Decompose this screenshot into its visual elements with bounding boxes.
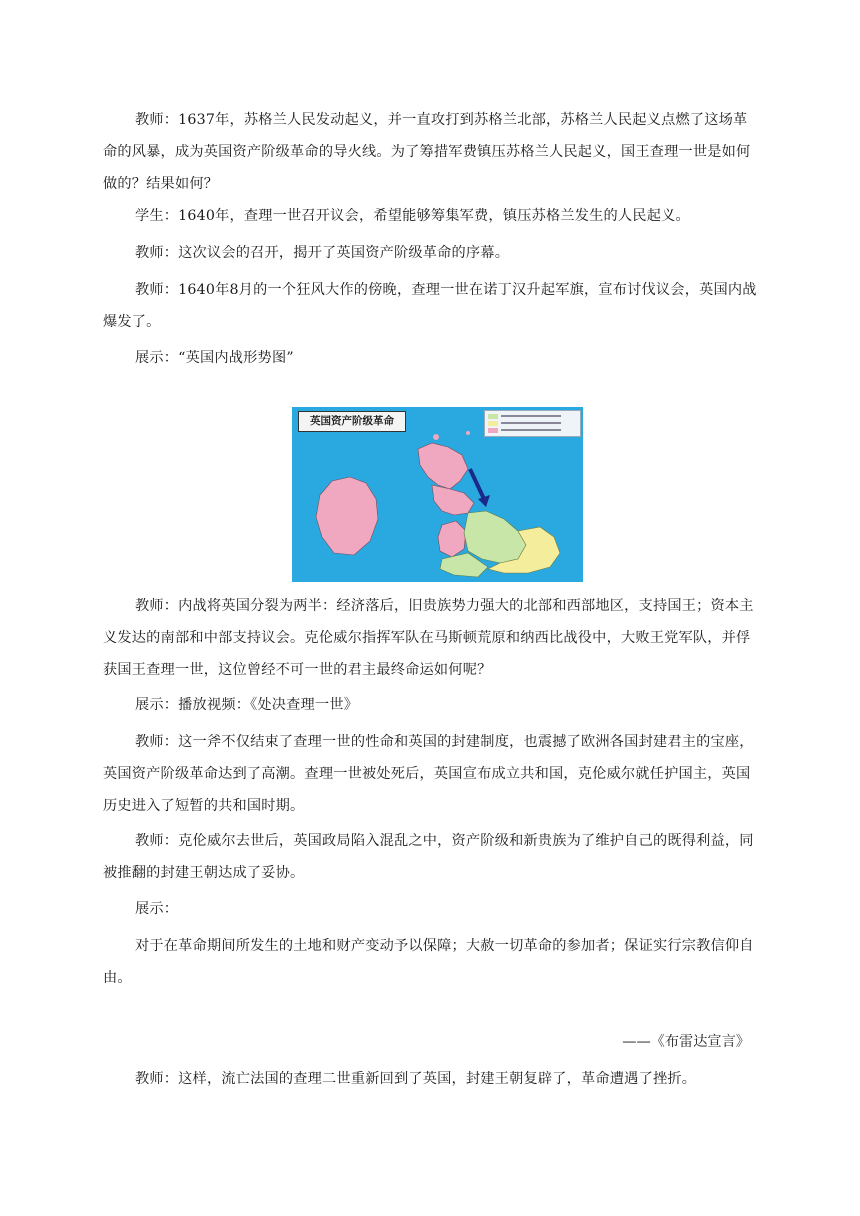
paragraph-1: 教师：1637年，苏格兰人民发动起义，并一直攻打到苏格兰北部，苏格兰人民起义点燃了这场革命的风暴，成为英国资产阶级革命的导火线。为了筹措军费镇压苏格兰人民起义，国王查理一世是如何做的？结果如何？ (103, 112, 751, 192)
legend-swatches (485, 411, 580, 436)
paragraph-3: 教师：这次议会的召开，揭开了英国资产阶级革命的序幕。 (135, 245, 510, 261)
paragraph-9: 教师：克伦威尔去世后，英国政局陷入混乱之中，资产阶级和新贵族为了维护自己的既得利益，同被推翻的封建王朝达成了妥协。 (103, 833, 754, 881)
paragraph-7: 展示：播放视频：《处决查理一世》 (135, 697, 359, 713)
paragraph-8: 教师：这一斧不仅结束了查理一世的性命和英国的封建制度，也震撼了欧洲各国封建君主的宝座，英国资产阶级革命达到了高潮。查理一世被处死后，英国宣布成立共和国，克伦威尔就任护国主，英国历史进入了短暂的共和国时期。 (103, 734, 754, 814)
paragraph-6: 教师：内战将英国分裂为两半：经济落后，旧贵族势力强大的北部和西部地区，支持国王；资本主义发达的南部和中部支持议会。克伦威尔指挥军队在马斯顿荒原和纳西比战役中，大败王党军队，并俘获国王查理一世，这位曾经不可一世的君主最终命运如何呢？ (103, 598, 754, 678)
map-legend (484, 410, 581, 437)
quote-source: ——《布雷达宣言》 (622, 1034, 750, 1050)
paragraph-4: 教师：1640年8月的一个狂风大作的傍晚，查理一世在诺丁汉升起军旗，宣布讨伐议会，英国内战爆发了。 (103, 282, 757, 330)
paragraph-5: 展示：“英国内战形势图” (135, 350, 294, 366)
paragraph-2: 学生：1640年，查理一世召开议会，希望能够筹集军费，镇压苏格兰发生的人民起义。 (135, 208, 690, 224)
quote-text: 对于在革命期间所发生的土地和财产变动予以保障；大赦一切革命的参加者；保证实行宗教信仰自由。 (103, 938, 754, 986)
england-civil-war-map (292, 407, 583, 582)
paragraph-11: 教师：这样，流亡法国的查理二世重新回到了英国，封建王朝复辟了，革命遭遇了挫折。 (135, 1071, 697, 1087)
paragraph-10: 展示： (135, 901, 179, 917)
map-title: 英国资产阶级革命 (298, 411, 406, 432)
